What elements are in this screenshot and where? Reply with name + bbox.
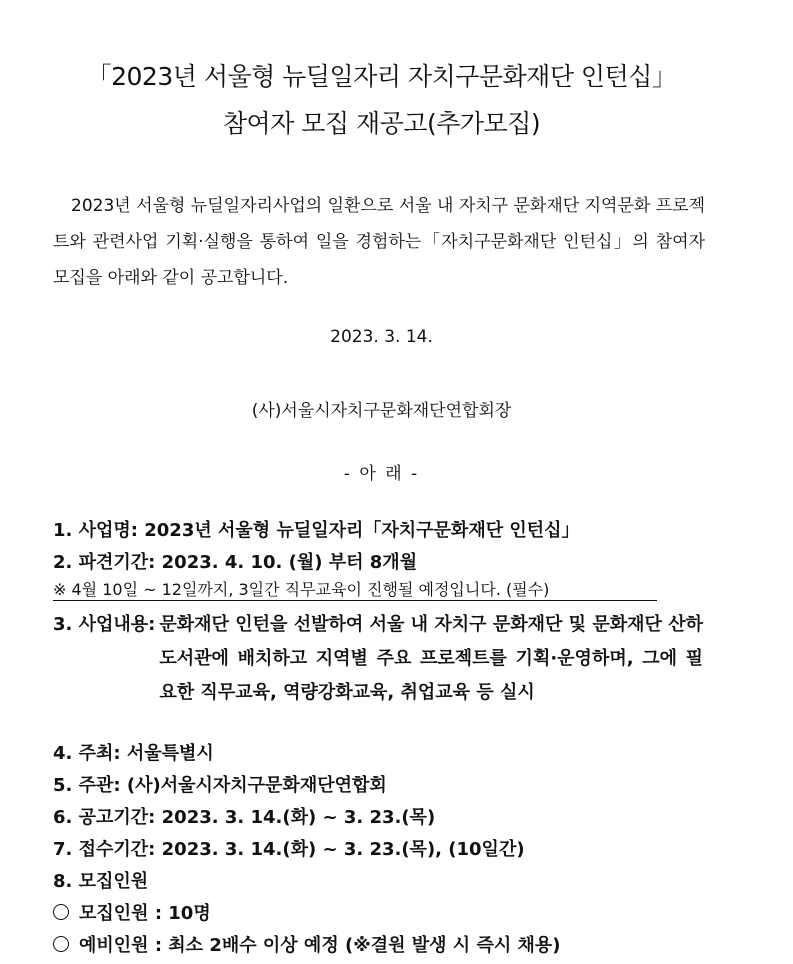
- item-project-content-body: 문화재단 인턴을 선발하여 서울 내 자치구 문화재단 및 문화재단 산하 도서관에 배치하고 지역별 주요 프로젝트를 기획·운영하며, 그에 필요한 직무교육, 역량강화교육, 취업교육 등 실시: [159, 614, 703, 703]
- item-host: 4. 주최: 서울특별시: [53, 743, 214, 764]
- item-notice-period: 6. 공고기간: 2023. 3. 14.(화) ~ 3. 23.(목): [53, 807, 436, 828]
- item-project-content: [53, 608, 703, 710]
- recruit-reserve-row: [53, 931, 561, 957]
- item-dispatch-note: ※ 4월 10일 ~ 12일까지, 3일간 직무교육이 진행될 예정입니다. (필수): [53, 580, 657, 601]
- circle-bullet-icon: [53, 904, 69, 920]
- recruit-main-text: 모집인원 : 10명: [79, 903, 211, 924]
- page-title-line2: 참여자 모집 재공고(추가모집): [222, 109, 541, 138]
- page-title-line1: 「2023년 서울형 뉴딜일자리 자치구문화재단 인턴십」: [86, 62, 677, 91]
- recruit-main-row: [53, 899, 211, 925]
- item-project-name: 1. 사업명: 2023년 서울형 뉴딜일자리「자치구문화재단 인턴십」: [53, 520, 580, 541]
- intro-text: 2023년 서울형 뉴딜일자리사업의 일환으로 서울 내 자치구 문화재단 지역문화 프로젝트와 관련사업 기획·실행을 통하여 일을 경험하는「자치구문화재단 인턴십」의 참여자 모집을 아래와 같이 공고합니다.: [53, 196, 705, 288]
- circle-bullet-icon: [53, 936, 69, 952]
- item-project-content-label: 3. 사업내용:: [53, 614, 156, 635]
- item-recruit-count: 8. 모집인원: [53, 871, 149, 892]
- item-organizer: 5. 주관: (사)서울시자치구문화재단연합회: [53, 775, 387, 796]
- section-marker: - 아 래 -: [343, 464, 420, 484]
- announcement-date: 2023. 3. 14.: [330, 327, 433, 347]
- intro-paragraph: [53, 188, 705, 296]
- recruit-reserve-text: 예비인원 : 최소 2배수 이상 예정 (※결원 발생 시 즉시 채용): [79, 935, 561, 956]
- organization-name: (사)서울시자치구문화재단연합회장: [251, 401, 512, 421]
- item-dispatch-period: 2. 파견기간: 2023. 4. 10. (월) 부터 8개월: [53, 552, 418, 573]
- item-application-period: 7. 접수기간: 2023. 3. 14.(화) ~ 3. 23.(목), (10일간): [53, 839, 525, 860]
